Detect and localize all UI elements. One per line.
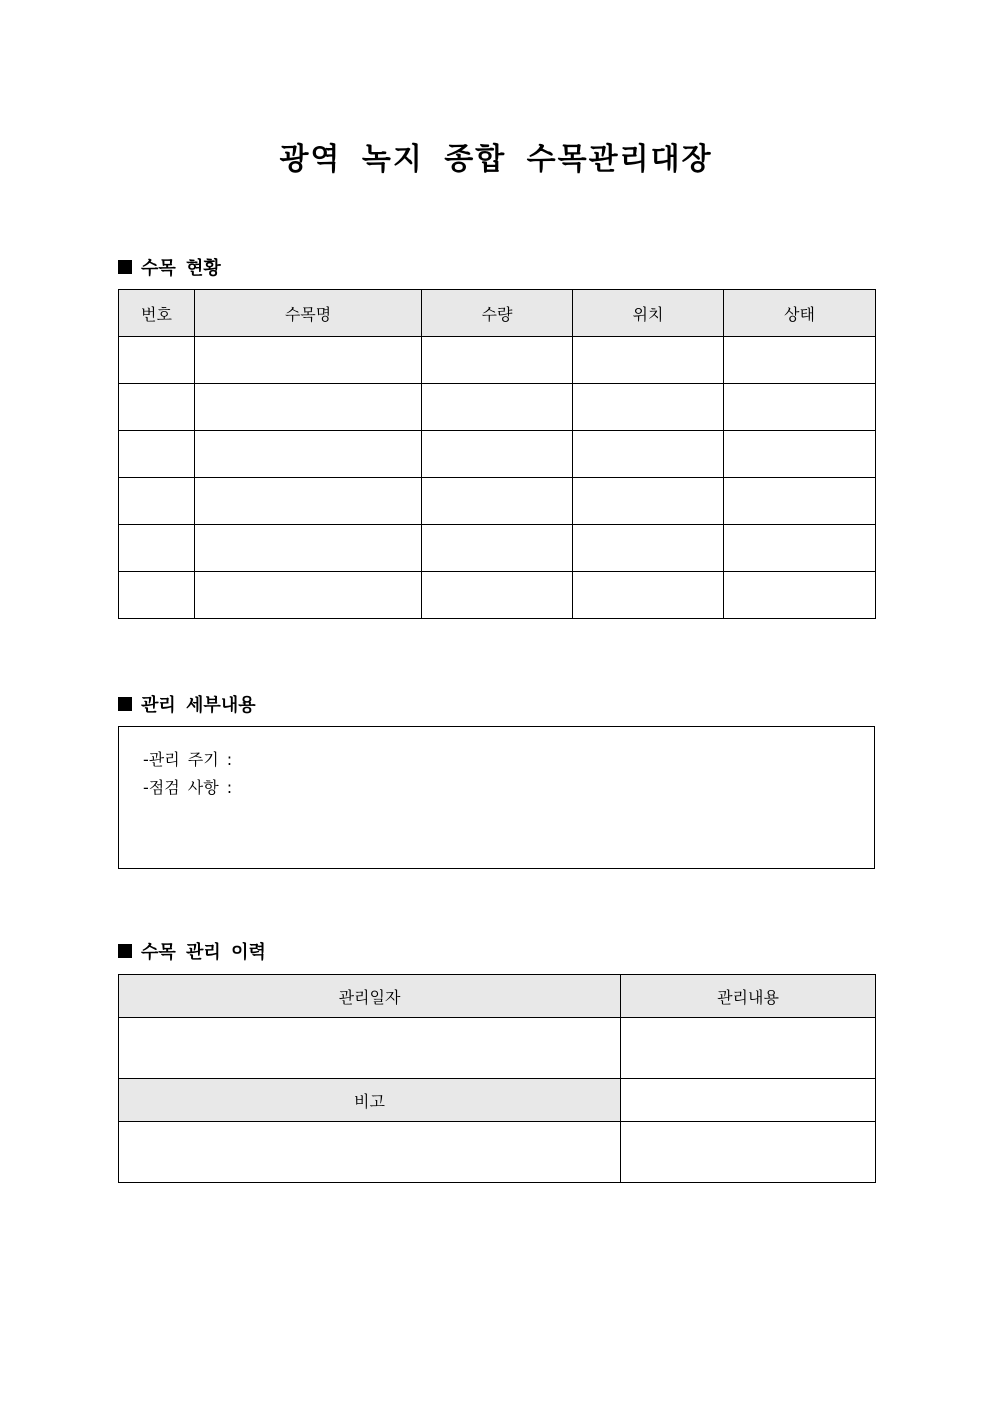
table-row [119,384,876,431]
table-cell[interactable] [422,525,573,572]
table-cell[interactable] [573,525,724,572]
table-row [119,572,876,619]
table-cell[interactable] [422,572,573,619]
table-cell[interactable] [195,525,422,572]
table-cell[interactable] [119,337,195,384]
table-cell[interactable] [195,384,422,431]
table-row [119,337,876,384]
table-cell[interactable] [724,572,876,619]
table-row [119,431,876,478]
table-header-row [119,1079,876,1122]
column-header-quantity: 수량 [422,290,573,337]
column-header-condition: 상태 [724,290,876,337]
table-cell[interactable] [422,478,573,525]
table-cell[interactable] [724,384,876,431]
section-heading-status-label: 수목 현황 [141,258,221,279]
table-cell[interactable] [119,431,195,478]
table-header-row [119,290,876,337]
table-cell[interactable] [422,384,573,431]
table-cell[interactable] [195,478,422,525]
table-cell[interactable] [724,525,876,572]
section-heading-status [118,254,221,280]
column-header-tree-name: 수목명 [195,290,422,337]
table-cell[interactable] [195,431,422,478]
table-header-row [119,975,876,1018]
management-cycle-label: -관리 주기 : [143,750,233,769]
table-cell[interactable] [724,431,876,478]
table-cell[interactable] [621,1079,876,1122]
table-cell[interactable] [119,384,195,431]
document-title: 광역 녹지 종합 수목관리대장 [279,142,713,177]
management-date-cell[interactable] [119,1018,621,1079]
remarks-cell[interactable] [119,1122,621,1183]
management-detail-box[interactable] [118,726,875,869]
column-header-management-content: 관리내용 [621,975,876,1018]
table-row [119,1018,876,1079]
table-cell[interactable] [573,337,724,384]
table-cell[interactable] [195,337,422,384]
table-cell[interactable] [422,337,573,384]
table-cell[interactable] [422,431,573,478]
table-cell[interactable] [724,337,876,384]
section-heading-detail [118,691,256,717]
column-header-number: 번호 [119,290,195,337]
table-cell[interactable] [119,525,195,572]
management-history-table [118,974,876,1183]
table-cell[interactable] [573,431,724,478]
table-row [119,525,876,572]
table-cell[interactable] [195,572,422,619]
table-cell[interactable] [573,384,724,431]
section-heading-history [118,938,266,964]
table-cell[interactable] [119,478,195,525]
table-cell[interactable] [621,1122,876,1183]
management-content-cell[interactable] [621,1018,876,1079]
column-header-remarks: 비고 [119,1079,621,1122]
table-row [119,478,876,525]
table-cell[interactable] [119,572,195,619]
section-heading-detail-label: 관리 세부내용 [141,695,256,716]
column-header-location: 위치 [573,290,724,337]
section-heading-history-label: 수목 관리 이력 [141,942,266,963]
table-cell[interactable] [573,478,724,525]
column-header-management-date: 관리일자 [119,975,621,1018]
table-row [119,1122,876,1183]
table-cell[interactable] [573,572,724,619]
tree-status-table [118,289,876,619]
inspection-items-label: -점검 사항 : [143,778,233,797]
square-bullet-icon [118,697,132,711]
square-bullet-icon [118,260,132,274]
table-cell[interactable] [724,478,876,525]
square-bullet-icon [118,944,132,958]
